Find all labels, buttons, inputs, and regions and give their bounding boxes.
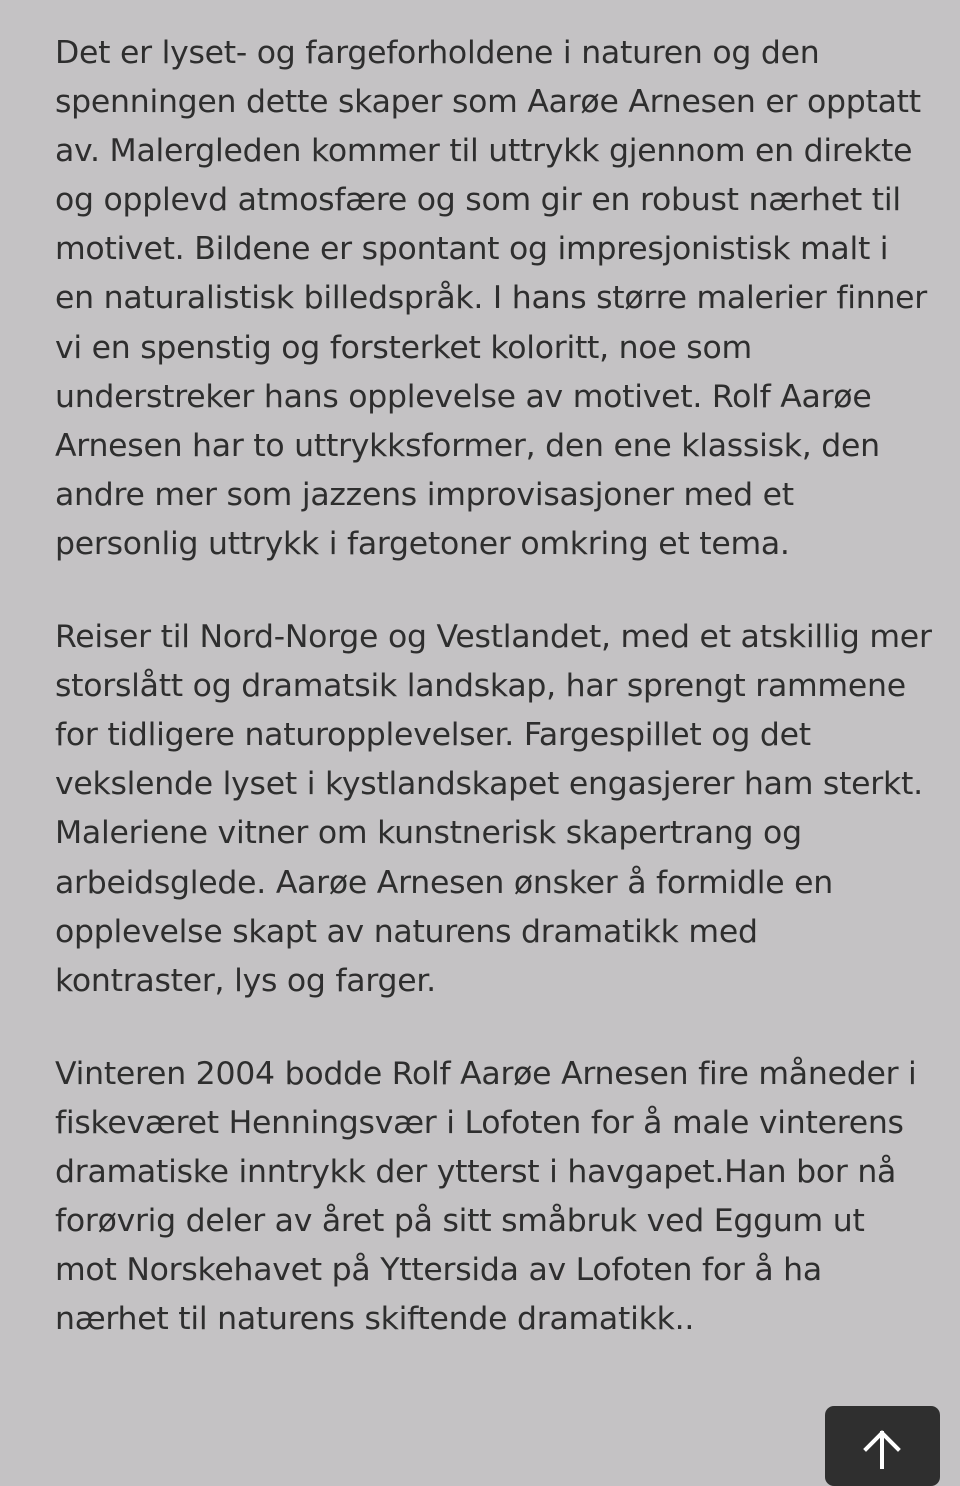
article-paragraph: Reiser til Nord-Norge og Vestlandet, med et atskillig mer storslått og dramatsik landskap, har sprengt rammene for tidligere naturopplevelser. Fargespillet og det vekslende lyset i kystlandskapet engasjerer ham sterkt. Maleriene vitner om kunstnerisk skapertrang og arbeidsglede. Aarøe Arnesen ønsker å formidle en opplevelse skapt av naturens dramatikk med kontraster, lys og farger. <box>55 619 932 999</box>
article-body <box>55 29 935 1344</box>
arrow-up-icon <box>862 1429 902 1469</box>
article-paragraph: Det er lyset- og fargeforholdene i naturen og den spenningen dette skaper som Aarøe Arnesen er opptatt av. Malergleden kommer til uttrykk gjennom en direkte og opplevd atmosfære og som gir en robust nærhet til motivet. Bildene er spontant og impresjonistisk malt i en naturalistisk billedspråk. I hans større malerier finner vi en spenstig og forsterket koloritt, noe som understreker hans opplevelse av motivet. Rolf Aarøe Arnesen har to uttrykksformer, den ene klassisk, den andre mer som jazzens improvisasjoner med et personlig uttrykk i fargetoner omkring et tema. <box>55 35 927 562</box>
scroll-to-top-button[interactable] <box>825 1406 940 1486</box>
article-paragraph: Vinteren 2004 bodde Rolf Aarøe Arnesen fire måneder i fiskeværet Henningsvær i Lofoten for å male vinterens dramatiske inntrykk der ytterst i havgapet.Han bor nå forøvrig deler av året på sitt småbruk ved Eggum ut mot Norskehavet på Yttersida av Lofoten for å ha nærhet til naturens skiftende dramatikk.. <box>55 1055 917 1338</box>
